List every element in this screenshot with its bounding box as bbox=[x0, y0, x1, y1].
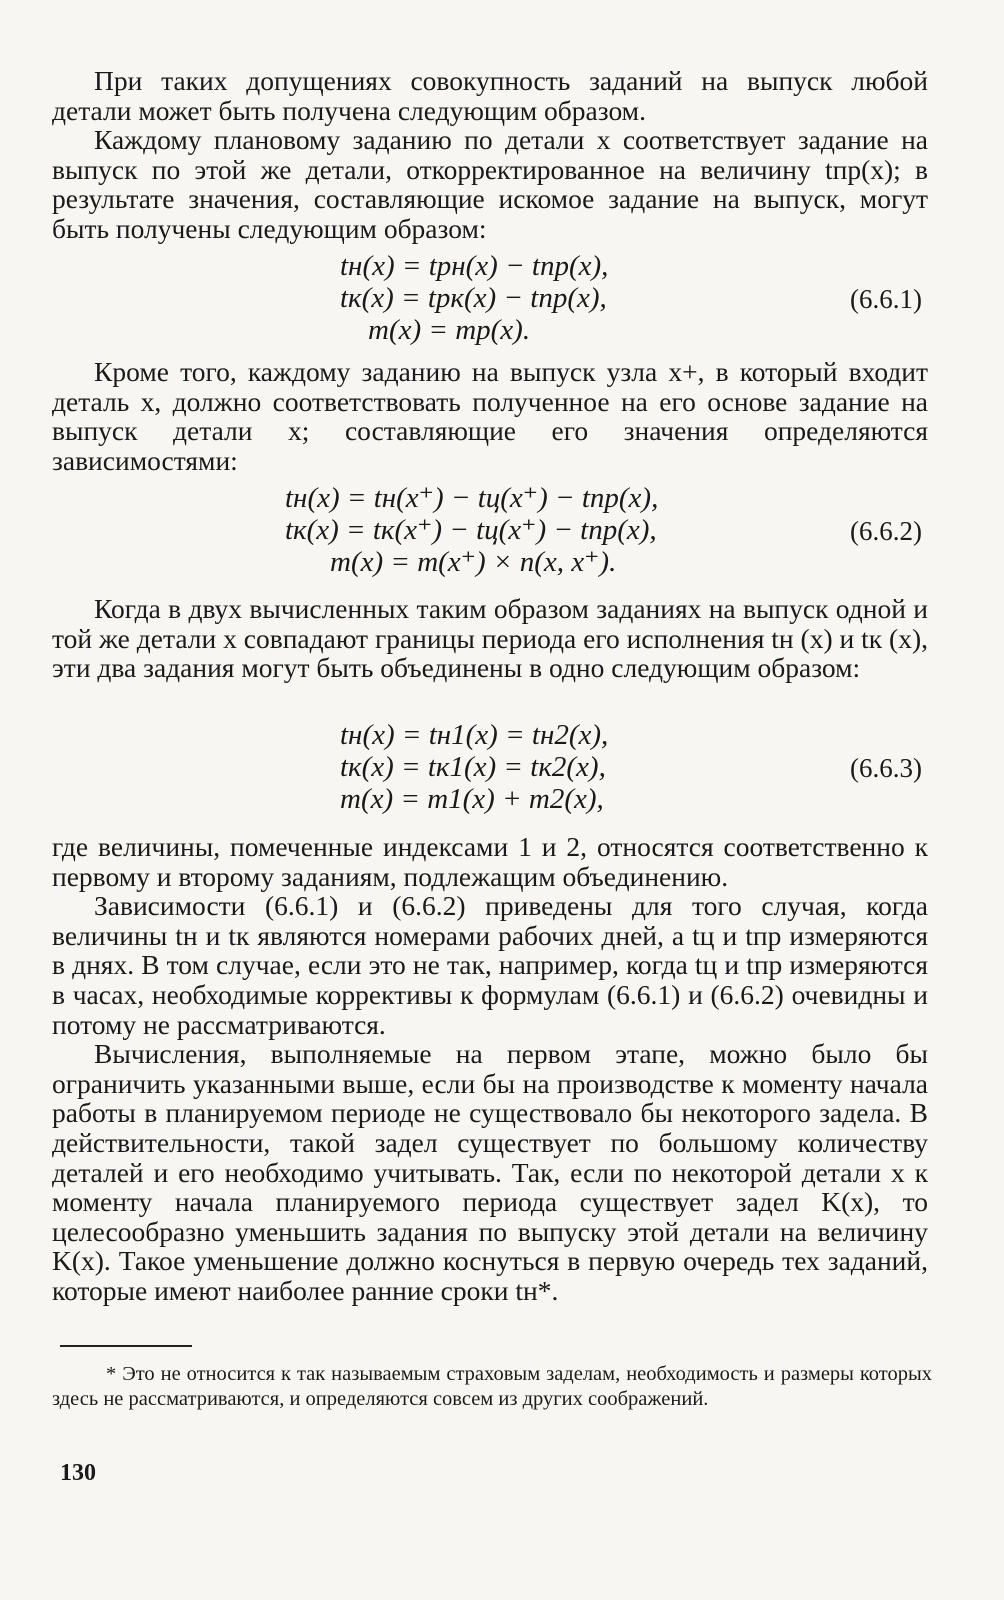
paragraph-7: Вычисления, выполняемые на первом этапе, можно было бы ограничить указанными выше, если бы на производстве к моменту начала работы в планируемом периоде не существовало бы некоторого задела. В действительности, такой задел существует по большому количеству деталей и его необходимо учитывать. Так, если по некоторой детали x к моменту начала планируемого периода существует задел K(x), то целесообразно уменьшить задания по выпуску этой детали на величину K(x). Такое уменьшение должно коснуться в первую очередь тех заданий, которые имеют наиболее ранние сроки tн*. bbox=[52, 1038, 928, 1306]
formula-line: tн(x) = tрн(x) − tпр(x), bbox=[340, 250, 609, 282]
paragraph-3: Кроме того, каждому заданию на выпуск узла x+, в который входит деталь x, должно соответствовать полученное на его основе задание на выпуск детали x; составляющие его значения определяются зависимостями: bbox=[52, 356, 928, 476]
formula-line: tк(x) = tрк(x) − tпр(x), bbox=[340, 282, 607, 314]
formula-line: m(x) = m(x⁺) × n(x, x⁺). bbox=[330, 546, 617, 578]
formula-line: tк(x) = tк(x⁺) − tц(x⁺) − tпр(x), bbox=[285, 514, 657, 546]
paragraph-2: Каждому плановому заданию по детали x соответствует задание на выпуск по этой же детали, откорректированное на величину tпр(x); в результате значения, составляющие искомое задание на выпуск, могут быть получены следующим образом: bbox=[52, 124, 928, 244]
page-number: 130 bbox=[60, 1460, 96, 1486]
paragraph-block-2 bbox=[52, 357, 928, 475]
paragraph-block-4 bbox=[52, 832, 928, 1306]
formula-line: m(x) = mр(x). bbox=[368, 314, 531, 346]
paragraph-block-3 bbox=[52, 594, 928, 683]
equation-number: (6.6.3) bbox=[850, 753, 922, 783]
formula-line: tн(x) = tн(x⁺) − tц(x⁺) − tпр(x), bbox=[285, 482, 659, 514]
footnote-rule bbox=[60, 1345, 192, 1347]
paragraph-5: где величины, помеченные индексами 1 и 2, относятся соответственно к первому и второму заданиям, подлежащим объединению. bbox=[52, 831, 928, 892]
formula-line: tн(x) = tн1(x) = tн2(x), bbox=[340, 719, 609, 751]
footnote bbox=[52, 1362, 932, 1412]
formula-line: m(x) = m1(x) + m2(x), bbox=[340, 783, 604, 815]
paragraph-block-1 bbox=[52, 66, 928, 244]
formula-line: tк(x) = tк1(x) = tк2(x), bbox=[340, 751, 606, 783]
paragraph-6: Зависимости (6.6.1) и (6.6.2) приведены для того случая, когда величины tн и tк являются номерами рабочих дней, а tц и tпр измеряются в днях. В том случае, если это не так, например, когда tц и tпр измеряются в часах, необходимые коррективы к формулам (6.6.1) и (6.6.2) очевидны и потому не рассматриваются. bbox=[52, 890, 928, 1040]
footnote-text: * Это не относится к так называемым страховым заделам, необходимость и размеры которых здесь не рассматриваются, и определяются совсем из других соображений. bbox=[52, 1363, 932, 1410]
equation-number: (6.6.2) bbox=[850, 516, 922, 546]
paragraph-4: Когда в двух вычисленных таким образом заданиях на выпуск одной и той же детали х совпадают границы периода его исполнения tн (x) и tк (x), эти два задания могут быть объединены в одно следующим образом: bbox=[52, 593, 928, 684]
paragraph-1: При таких допущениях совокупность заданий на выпуск любой детали может быть получена следующим образом. bbox=[52, 65, 928, 126]
equation-number: (6.6.1) bbox=[850, 284, 922, 314]
